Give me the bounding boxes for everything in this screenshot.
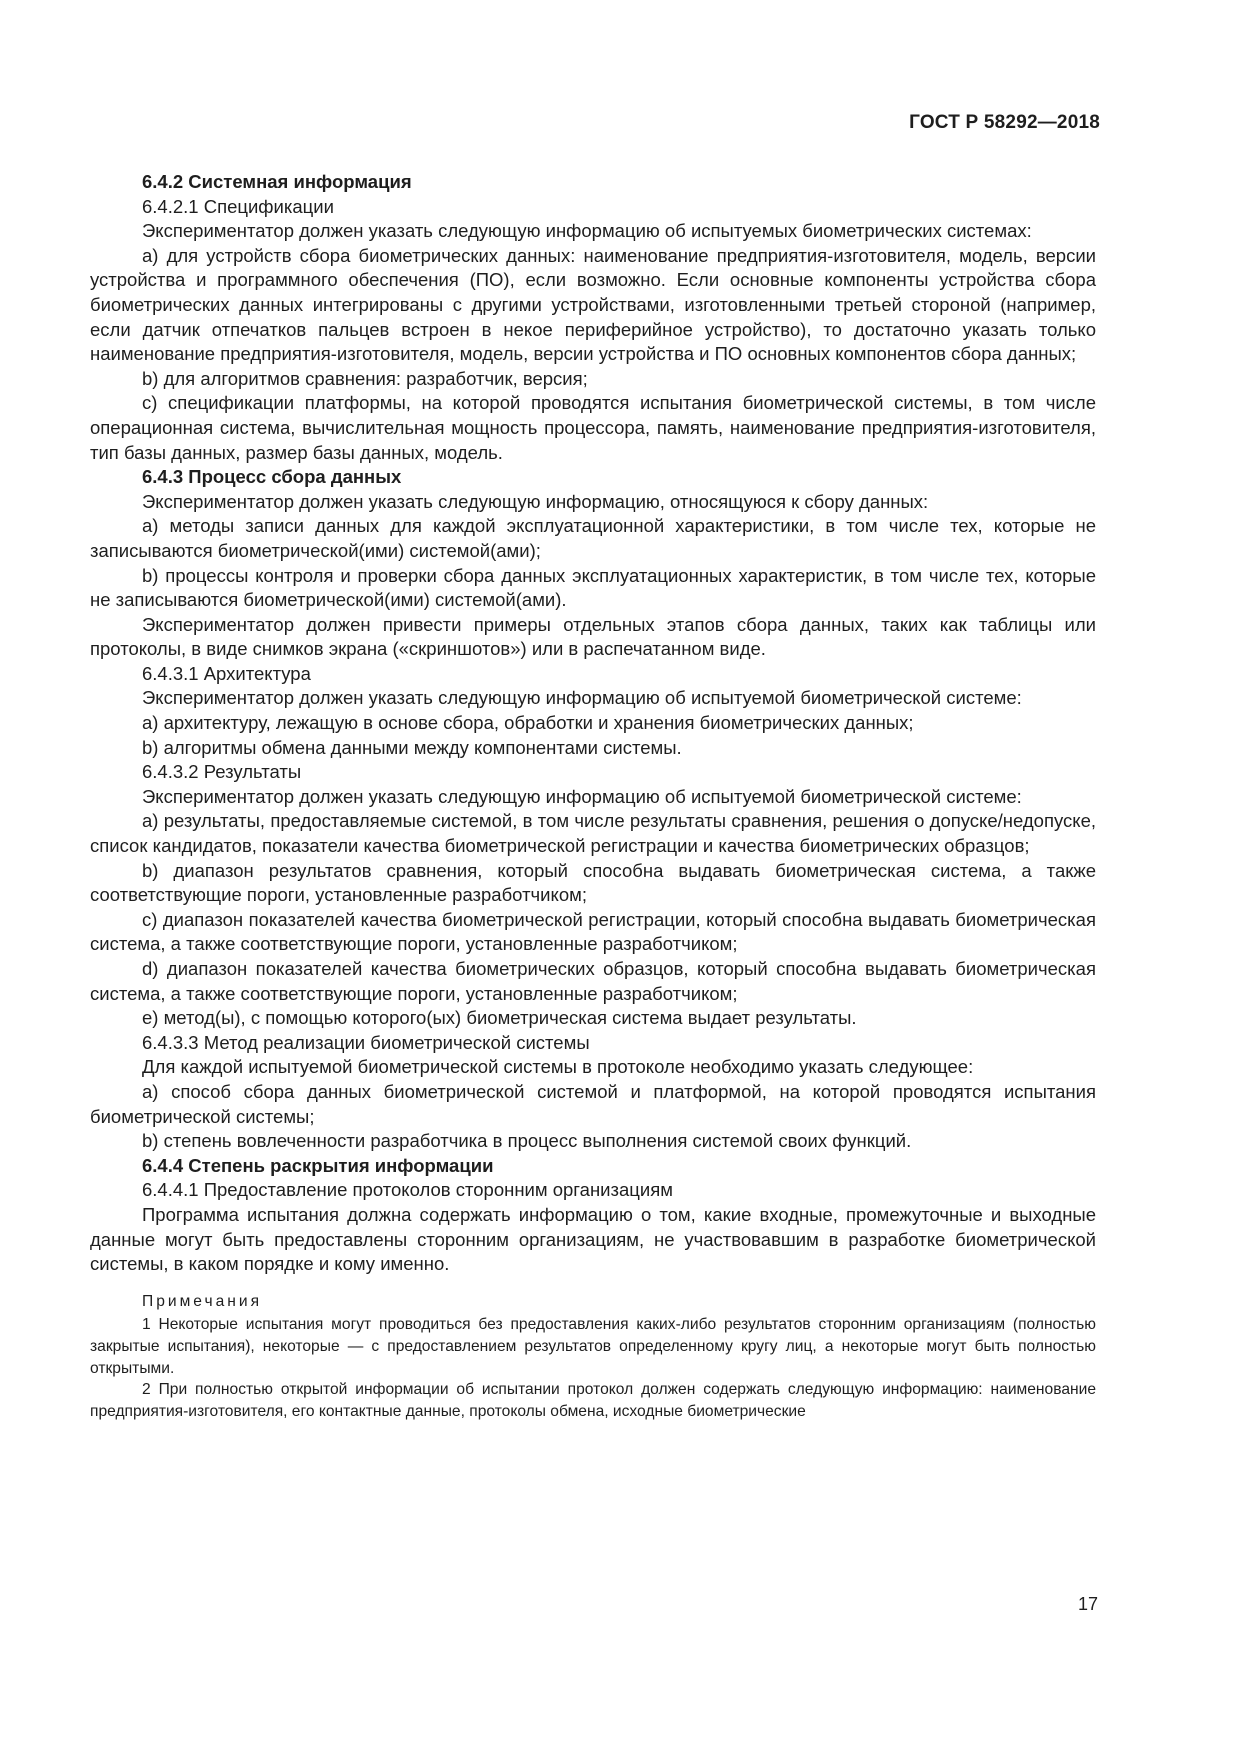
subsection-heading-6-4-4-1: 6.4.4.1 Предоставление протоколов сторонним организациям — [142, 1179, 673, 1201]
list-item: b) алгоритмы обмена данными между компонентами системы. — [142, 736, 682, 758]
subsection-heading-6-4-3-2: 6.4.3.2 Результаты — [142, 761, 302, 783]
paragraph: Для каждой испытуемой биометрической системы в протоколе необходимо указать следующее: — [142, 1056, 974, 1078]
list-item: b) степень вовлеченности разработчика в процесс выполнения системой своих функций. — [142, 1130, 912, 1152]
note-item: 2 При полностью открытой информации об испытании протокол должен содержать следующую информацию: наименование предприятия-изготовителя, его контактные данные, протоколы обмена, исходные биометрические — [90, 1381, 1096, 1420]
notes-block — [90, 1291, 1096, 1423]
section-heading-6-4-2: 6.4.2 Системная информация — [142, 171, 412, 192]
paragraph: Экспериментатор должен привести примеры отдельных этапов сбора данных, таких как таблицы или протоколы, в виде снимков экрана («скриншотов») или в распечатанном виде. — [90, 613, 1096, 660]
list-item: а) архитектуру, лежащую в основе сбора, обработки и хранения биометрических данных; — [142, 712, 914, 734]
subsection-heading-6-4-3-3: 6.4.3.3 Метод реализации биометрической системы — [142, 1031, 590, 1053]
list-item: е) метод(ы), с помощью которого(ых) биометрическая система выдает результаты. — [142, 1007, 857, 1029]
paragraph: Экспериментатор должен указать следующую информацию об испытуемой биометрической системе: — [142, 785, 1022, 807]
list-item: b) процессы контроля и проверки сбора данных эксплуатационных характеристик, в том числе тех, которые не записываются биометрической(ими) системой(ами). — [90, 564, 1096, 611]
notes-title: Примечания — [142, 1292, 263, 1310]
list-item: d) диапазон показателей качества биометрических образцов, который способна выдавать биометрическая система, а также соответствующие пороги, установленные разработчиком; — [90, 958, 1096, 1004]
list-item: а) для устройств сбора биометрических данных: наименование предприятия-изготовителя, модель, версии устройства и программного обеспечения (ПО), если возможно. Если основные компоненты устройства сбора биометрических данных интегрированы с другими устройствами, изготовленными третьей стороной (например, если датчик отпечатков пальцев встроен в некое периферийное устройство), то достаточно указать только наименование предприятия-изготовителя, модель, версии устройства и ПО основных компонентов сбора данных; — [90, 244, 1096, 365]
list-item: b) диапазон результатов сравнения, который способна выдавать биометрическая система, а также соответствующие пороги, установленные разработчиком; — [90, 859, 1096, 906]
paragraph: Программа испытания должна содержать информацию о том, какие входные, промежуточные и выходные данные могут быть предоставлены сторонним организациям, не участвовавшим в разработке биометрической системы, в каком порядке и кому именно. — [90, 1203, 1096, 1275]
page-number: 17 — [1077, 1594, 1098, 1614]
paragraph: Экспериментатор должен указать следующую информацию об испытуемой биометрической системе: — [142, 687, 1022, 709]
list-item: с) спецификации платформы, на которой проводятся испытания биометрической системы, в том числе операционная система, вычислительная мощность процессора, память, наименование предприятия-изготовителя, тип базы данных, размер базы данных, модель. — [90, 392, 1096, 463]
subsection-heading-6-4-3-1: 6.4.3.1 Архитектура — [142, 662, 311, 684]
section-heading-6-4-4: 6.4.4 Степень раскрытия информации — [142, 1154, 494, 1176]
list-item: а) результаты, предоставляемые системой, в том числе результаты сравнения, решения о допуске/недопуске, список кандидатов, показатели качества биометрической регистрации и качества биометрических образцов; — [90, 810, 1096, 857]
note-item: 1 Некоторые испытания могут проводиться без предоставления каких-либо результатов сторонним организациям (полностью закрытые испытания), некоторые — с предоставлением результатов определенному кругу лиц, а некоторые могут быть полностью открытыми. — [90, 1316, 1096, 1377]
list-item: b) для алгоритмов сравнения: разработчик, версия; — [142, 367, 588, 389]
standard-id-header: ГОСТ Р 58292—2018 — [909, 112, 1100, 133]
paragraph: Экспериментатор должен указать следующую информацию, относящуюся к сбору данных: — [142, 490, 929, 512]
document-body — [90, 170, 1096, 1422]
section-heading-6-4-3: 6.4.3 Процесс сбора данных — [142, 466, 402, 488]
subsection-heading-6-4-2-1: 6.4.2.1 Спецификации — [142, 195, 334, 217]
paragraph: Экспериментатор должен указать следующую информацию об испытуемых биометрических системах: — [142, 220, 1032, 242]
list-item: с) диапазон показателей качества биометрической регистрации, который способна выдавать биометрическая система, а также соответствующие пороги, установленные разработчиком; — [90, 908, 1096, 955]
list-item: а) способ сбора данных биометрической системой и платформой, на которой проводятся испытания биометрической системы; — [90, 1080, 1096, 1127]
list-item: а) методы записи данных для каждой эксплуатационной характеристики, в том числе тех, которые не записываются биометрической(ими) системой(ами); — [90, 515, 1096, 561]
